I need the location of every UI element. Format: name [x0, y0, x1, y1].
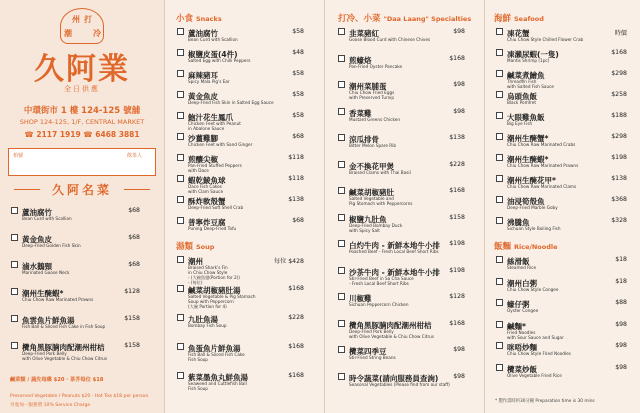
dish-name-cn: 普寧炸豆腐 [188, 218, 226, 227]
dish-name-cn: 蘆油腐竹 [188, 29, 218, 38]
seafood-item[interactable] [507, 217, 627, 238]
dish-price: $168 [449, 187, 465, 194]
specialty-item[interactable] [349, 373, 465, 400]
dish-name-cn: 魚蛋魚片鮮魚湯 [188, 344, 241, 353]
rice-heading [494, 240, 558, 252]
fold-line [484, 0, 485, 413]
logo-char: 冷 [93, 28, 101, 38]
dish-price: $48 [292, 49, 304, 56]
signature-item[interactable] [22, 315, 140, 342]
dish-name-en: Puning Deep-Fried Tofu [188, 226, 237, 231]
dish-price: $198 [449, 266, 465, 274]
logo-char: 打 [84, 14, 92, 24]
dish-name-cn: 潮州生醃蝦* [507, 155, 549, 164]
dish-name-cn: 咪唔炒麵 [507, 343, 537, 352]
order-checkbox[interactable] [338, 161, 345, 168]
specialty-item[interactable] [349, 187, 465, 214]
order-checkbox[interactable] [177, 49, 184, 56]
dish-price: $118 [288, 175, 304, 182]
dish-price: $168 [611, 49, 627, 56]
dish-price: $228 [449, 160, 465, 168]
order-checkbox[interactable] [338, 214, 345, 221]
table-number-label: 枱號 [13, 153, 24, 159]
dish-price: $128 [124, 288, 140, 295]
dish-price: $58 [292, 91, 304, 98]
dish-name-en: Oyster Congee [507, 308, 539, 313]
snack-item[interactable] [188, 133, 304, 154]
dish-price: $68 [128, 234, 140, 241]
order-checkbox[interactable] [496, 133, 503, 140]
dish-name-en: Seasonal Vegetables (Please find from our staff) [349, 381, 450, 387]
specialty-item[interactable] [349, 134, 465, 161]
dish-price: $128 [449, 293, 465, 300]
people-count-label: 飲茶人 [127, 153, 143, 159]
snack-item[interactable] [188, 49, 304, 70]
rice-item[interactable] [507, 342, 627, 364]
dish-name-cn: 椒鹽皮蛋(4件) [188, 50, 238, 59]
dish-name-en: Braised Clams with Thai Basil [349, 169, 411, 175]
dish-name-en: Chiu Chow Style Congee [507, 286, 559, 292]
snack-item[interactable] [188, 217, 304, 238]
dish-name-en: Deep-Fried Bombay Duck with Spicy Salt [349, 222, 403, 233]
dish-name-en: Chicken Feet with Sand Ginger [188, 142, 253, 147]
seafood-item[interactable] [507, 175, 627, 196]
dish-name-en: Salted Egg with Chilli Peppers [188, 58, 251, 63]
dish-price: $58 [292, 28, 304, 35]
order-checkbox[interactable] [496, 217, 503, 224]
dish-price: $58 [292, 70, 304, 77]
dish-name-cn: 涼瓜排骨 [349, 135, 379, 144]
specialty-item[interactable] [349, 81, 465, 108]
dish-price: $58 [292, 112, 304, 119]
dish-price: $168 [449, 319, 465, 327]
order-checkbox[interactable] [11, 342, 18, 349]
dish-name-cn: 潮州白粥 [507, 278, 537, 288]
order-checkbox[interactable] [338, 81, 345, 88]
dish-name-en: Deep-Fried Golden Fish Skin [22, 243, 81, 248]
dish-name-cn: 沸騰魚 [507, 218, 530, 227]
dish-name-en: Stir-Fried String Beans [349, 355, 396, 360]
order-checkbox[interactable] [496, 278, 503, 285]
order-checkbox[interactable] [338, 346, 345, 353]
dish-name-cn: 黃金魚皮 [188, 92, 218, 101]
dish-price: $228 [288, 314, 304, 321]
dish-name-cn: 欖角黑豚腩肉配潮州柑桔 [22, 343, 105, 352]
address-english: SHOP 124-125, 1/F, CENTRAL MARKET [19, 118, 145, 126]
rice-item[interactable] [507, 278, 627, 300]
order-checkbox[interactable] [338, 108, 345, 115]
seafood-item[interactable] [507, 28, 627, 49]
dish-name-en: Fish Ball & Sliced Fish Cake in Fish Soup [22, 324, 106, 329]
order-checkbox[interactable] [338, 28, 345, 35]
signature-item[interactable] [22, 261, 140, 288]
order-checkbox[interactable] [177, 70, 184, 77]
dish-price: $298 [611, 133, 627, 140]
order-checkbox[interactable] [338, 187, 345, 194]
seafood-item[interactable] [507, 49, 627, 70]
dish-name-cn: 白灼牛肉 - 新鮮本地牛小排 [349, 241, 440, 250]
dish-name-en: Black Pomfret [507, 100, 536, 105]
specialty-item[interactable] [349, 267, 465, 294]
brand-slogan: 全日供應 [64, 85, 100, 93]
dish-name-cn: 鮑汁花生鳳爪 [188, 113, 233, 122]
dish-name-cn: 蘆油腐竹 [22, 208, 52, 217]
dish-name-cn: 鹹菜胡椒豬肚 [349, 188, 394, 197]
dish-name-cn: 絲滑飯 [507, 257, 530, 266]
dish-price: $258 [611, 91, 627, 98]
dish-price: $298 [611, 70, 627, 77]
dish-name-en: Fish Ball & Sliced Fish Cake Fish Soup [188, 352, 245, 362]
dish-price: $198 [611, 154, 627, 161]
order-checkbox[interactable] [338, 320, 345, 327]
seafood-item[interactable] [507, 196, 627, 217]
dish-name-en: Dace Fish Cakes with Clam Sauce [188, 184, 224, 194]
snack-item[interactable] [188, 154, 304, 175]
specialty-item[interactable] [349, 108, 465, 135]
dish-name-cn: 蝦乾鯪魚球 [188, 176, 226, 185]
soup-heading [176, 240, 214, 252]
seafood-item[interactable] [507, 91, 627, 112]
signature-title: 久阿名菜 [14, 181, 150, 198]
dish-price: $138 [449, 134, 465, 141]
dish-name-en: Pan-Fried Oyster Pancake [349, 63, 403, 69]
seafood-title-cn: 海鮮 [494, 14, 512, 24]
dish-price: $98 [453, 28, 465, 35]
dish-price: $18 [615, 277, 627, 285]
order-checkbox[interactable] [177, 314, 184, 321]
specialty-item[interactable] [349, 28, 465, 55]
signature-item[interactable] [22, 342, 140, 369]
dish-price: $68 [128, 261, 140, 268]
dish-name-en: Bitter Melon Spare Rib [349, 143, 396, 148]
order-checkbox[interactable] [496, 112, 503, 119]
dish-name-cn: 黃金魚皮 [22, 235, 52, 244]
dish-name-cn: 魚雲魚片鮮魚湯 [22, 316, 75, 325]
dish-name-cn: 香菜雞 [349, 108, 372, 118]
dish-name-en: Threadfin Fish with Salted Fish Sauce [507, 79, 555, 89]
dish-name-en: Bombay Fish Soup [188, 323, 227, 328]
order-checkbox[interactable] [177, 343, 184, 350]
dish-name-cn: 煎蠔烙 [349, 55, 372, 65]
order-checkbox[interactable] [11, 207, 18, 214]
order-checkbox[interactable] [338, 240, 345, 247]
dish-name-en: Olive Vegetable Fried Rice [507, 372, 562, 378]
dish-name-cn: 蠔仔粥 [507, 300, 530, 309]
soup-item[interactable] [188, 314, 304, 343]
fold-line [164, 0, 165, 413]
dish-name-en: Mustard Greens Chicken [349, 116, 401, 122]
dish-name-en: Deep-Fried Pork Belly with Olive Vegetable & Chiu Chow Citrus [349, 328, 435, 339]
signature-item[interactable] [22, 234, 140, 261]
dish-name-cn: 凍瀨尿蝦(一隻) [507, 50, 559, 59]
order-checkbox[interactable] [11, 315, 18, 322]
order-checkbox[interactable] [177, 133, 184, 140]
order-checkbox[interactable] [496, 154, 503, 161]
dish-name-cn: 川椒雞 [349, 294, 372, 303]
soup-title-cn: 湯類 [176, 242, 194, 252]
seafood-item[interactable] [507, 154, 627, 175]
order-checkbox[interactable] [496, 299, 503, 306]
snack-item[interactable] [188, 70, 304, 91]
dish-name-en: Chiu Chow Raw Marinated Prawns [22, 297, 94, 302]
dish-name-cn: 金不換花甲煲 [349, 161, 394, 171]
order-checkbox[interactable] [496, 91, 503, 98]
order-checkbox[interactable] [11, 234, 18, 241]
dish-name-cn: 沙薑雞腳 [188, 134, 218, 143]
dish-price: $168 [449, 54, 465, 62]
order-checkbox[interactable] [338, 267, 345, 274]
dish-name-en: Bean Curd with Scallion [22, 216, 72, 221]
seafood-item[interactable] [507, 133, 627, 154]
dish-price: $88 [615, 299, 627, 306]
rice-item[interactable] [507, 256, 627, 278]
signature-item[interactable] [22, 207, 140, 234]
dish-price: $138 [288, 196, 304, 203]
dish-name-cn: 潮州生醃蝦* [22, 289, 64, 298]
dish-price: $68 [292, 133, 304, 140]
specialty-item[interactable] [349, 55, 465, 82]
rice-title-en: Rice/Noodle [513, 243, 558, 251]
dish-name-en: Big Eye Fish [507, 121, 533, 126]
order-checkbox[interactable] [496, 175, 503, 182]
rice-title-cn: 飯麵 [494, 242, 512, 252]
soup-item[interactable] [188, 343, 304, 372]
rice-item[interactable] [507, 364, 627, 386]
specialty-item[interactable] [349, 346, 465, 373]
seafood-heading [494, 12, 544, 24]
order-checkbox[interactable] [496, 364, 503, 371]
order-checkbox[interactable] [177, 217, 184, 224]
order-checkbox[interactable] [177, 285, 184, 292]
dish-name-en: Goose Blood Curd with Chinese Chives [349, 37, 431, 42]
snack-item[interactable] [188, 28, 304, 49]
specialty-item[interactable] [349, 320, 465, 347]
address-chinese: 中環街市 1 樓 124-125 號舖 [23, 106, 141, 116]
snack-item[interactable] [188, 112, 304, 133]
dish-name-en: Deep-Fried Pork Belly with Olive Vegetable & Chiu Chow Citrus [22, 351, 108, 361]
order-checkbox[interactable] [496, 256, 503, 263]
dish-name-en: Salted Vegetable and Pig Stomach with Peppercorns [349, 196, 413, 206]
dish-price: $98 [615, 363, 627, 371]
specialties-heading [338, 12, 471, 24]
dish-name-cn: 時令蔬菜(請向服務員查詢) [349, 373, 439, 383]
order-checkbox[interactable] [177, 175, 184, 182]
dish-name-en: Bean Curd with Scallion [188, 37, 238, 42]
fold-line [324, 0, 325, 413]
rice-item[interactable] [507, 321, 627, 343]
order-checkbox[interactable] [496, 70, 503, 77]
dish-name-cn: 鹹麵* [507, 321, 526, 331]
preparation-note: * 製作需時約30分鐘 Preparation time is 30 mins [495, 399, 595, 404]
dish-name-cn: 沙茶牛肉 - 新鮮本地牛小排 [349, 267, 440, 277]
dish-name-cn: 油浸筍殼魚 [507, 197, 545, 206]
dish-name-cn: 鹹菜胡椒豬肚湯 [188, 286, 241, 295]
dish-name-cn: 欖菜四季豆 [349, 347, 387, 356]
specialty-item[interactable] [349, 240, 465, 267]
dish-name-cn: 韭菜豬紅 [349, 29, 379, 38]
order-checkbox[interactable] [177, 196, 184, 203]
rice-item[interactable] [507, 299, 627, 321]
dish-price: $368 [611, 196, 627, 203]
logo-char: 潮 [64, 28, 72, 38]
dish-name-cn: 凍花蟹 [507, 29, 530, 38]
order-checkbox[interactable] [177, 372, 184, 379]
dish-price: $168 [288, 343, 304, 350]
snack-item[interactable] [188, 196, 304, 217]
soup-item[interactable] [188, 372, 304, 401]
order-checkbox[interactable] [338, 55, 345, 62]
dish-price: $188 [611, 112, 627, 119]
dish-name-en: Chiu Chow Raw Marinated Prawns [507, 163, 579, 168]
dish-price: $118 [288, 154, 304, 161]
dish-price: $198 [449, 240, 465, 247]
dish-name-en: Chiu Chow Raw Marinated Clams [507, 184, 577, 189]
specialty-item[interactable] [349, 293, 465, 320]
specialties-title-en: "Daa Laang" Specialties [383, 15, 472, 23]
order-checkbox[interactable] [496, 342, 503, 349]
dish-name-en: Chicken Feet with Peanut in Abalone Sauce [188, 121, 241, 131]
soup-item[interactable] [188, 285, 304, 314]
seafood-item[interactable] [507, 70, 627, 91]
dish-name-en: Poached Beef - Fresh Local Beef Short Ribs [349, 249, 439, 254]
dish-name-en: Steamed Rice [507, 265, 537, 270]
dish-name-en: Chiu Chow Fried Eggs with Preserved Turnip [349, 90, 395, 100]
dish-price: $98 [453, 81, 465, 88]
dish-name-en: Chiu Chow Raw Marinated Crabs [507, 142, 576, 147]
dish-price: $158 [124, 315, 140, 322]
dish-name-cn: 烏頭魚飯 [507, 92, 537, 101]
dish-price: $138 [611, 175, 627, 182]
dish-name-cn: 潮州生醃花甲* [507, 176, 556, 185]
dish-name-en: Deep-Fried Soft Shell Crab [188, 205, 244, 210]
dish-price: $158 [124, 342, 140, 349]
dish-price: 時價 [614, 30, 627, 37]
dish-price: $98 [615, 320, 627, 328]
dish-price: $328 [611, 217, 627, 224]
order-checkbox[interactable] [177, 91, 184, 98]
dish-name-en: Stir-Fried Beef in Sa Cha Sauce - Fresh Local Beef Short Ribs [349, 275, 414, 286]
dish-name-cn: 九肚魚湯 [188, 315, 218, 324]
dish-name-en: Deep-Fried Fish Skin in Salted Egg Sauce [188, 100, 274, 105]
dish-name-cn: 欖角黑豚腩肉配潮州柑桔 [349, 320, 432, 330]
soup-title-en: Soup [195, 243, 215, 251]
brand-name: 久阿業 [34, 52, 130, 87]
dish-name-cn: 大眼雞魚飯 [507, 113, 545, 122]
dish-name-en: Pan-Fried Stuffed Peppers with Dace [188, 163, 242, 173]
specialties-title-cn: 打冷、小菜 [338, 14, 381, 24]
phone-numbers: ☎ 2117 1919 ☎ 6468 3881 [24, 130, 140, 139]
dish-name-cn: 麻辣豬耳 [188, 71, 218, 80]
order-checkbox[interactable] [177, 154, 184, 161]
order-checkbox[interactable] [338, 373, 345, 380]
dish-name-cn: 椒鹽九肚魚 [349, 214, 387, 224]
dish-price: $168 [288, 372, 304, 379]
order-checkbox[interactable] [496, 321, 503, 328]
dish-name-cn: 潮州 [188, 257, 203, 266]
snack-item[interactable] [188, 175, 304, 196]
dish-price: $98 [453, 372, 465, 380]
snacks-heading [176, 12, 222, 24]
dish-name-en: Sichuan Style Boiling Fish [507, 226, 561, 231]
seafood-item[interactable] [507, 112, 627, 133]
dish-price: $98 [453, 346, 465, 353]
footer-extras-cn: 鹹菜類 / 蔬先每碟 $20 · 茶芥每位 $18 [10, 377, 104, 383]
snacks-title-cn: 小食 [176, 14, 194, 24]
dish-name-en: Chiu Chow Style Fried Noodles [507, 351, 571, 356]
specialty-item[interactable] [349, 161, 465, 188]
dish-name-en: Sichuan Peppercorn Chicken [349, 302, 409, 307]
dish-price: $18 [615, 256, 627, 263]
order-checkbox[interactable] [338, 293, 345, 300]
dish-name-en: Marinated Goose Neck [22, 270, 70, 275]
dish-name-en: Chiu Chow Style Chilled Flower Crab [507, 37, 584, 42]
logo-char: 州 [72, 14, 80, 24]
snacks-title-en: Snacks [195, 15, 222, 23]
order-checkbox[interactable] [496, 28, 503, 35]
service-charge: 另收加一服務費 10% Service Charge [10, 403, 91, 408]
dish-price: 每位 $428 [273, 258, 304, 265]
dish-name-en: Deep-Fried Marble Goby [507, 205, 558, 210]
dish-name-cn: 鹹菜煮鱠魚 [507, 71, 545, 80]
soup-item[interactable] [188, 256, 304, 285]
dish-name-cn: 欖菜炒飯 [507, 364, 537, 374]
order-checkbox[interactable] [177, 28, 184, 35]
dish-name-en: Salted Vegetable & Pig Stomach Soup with Peppercorn (大碗 Portion for 4) [188, 294, 256, 309]
dish-price: $98 [615, 342, 627, 349]
order-checkbox[interactable] [496, 49, 503, 56]
seafood-title-en: Seafood [513, 15, 544, 23]
dish-name-cn: 潮州生醃蟹* [507, 134, 549, 143]
order-checkbox[interactable] [11, 288, 18, 295]
dish-price: $68 [292, 217, 304, 224]
snack-item[interactable] [188, 91, 304, 112]
dish-name-en: Seaweed and Cuttlefish Ball Fish Soup [188, 381, 247, 391]
dish-name-en: Mantis Shrimp (1pc) [507, 58, 550, 63]
dish-name-en: Braised Shark's Fin in Chiu Chow Style - (大碗魚翅(Portion for 2)) - (每位) [188, 265, 240, 285]
order-checkbox[interactable] [496, 196, 503, 203]
signature-item[interactable] [22, 288, 140, 315]
specialty-item[interactable] [349, 214, 465, 241]
dish-name-cn: 紫菜墨魚丸鮮魚湯 [188, 373, 248, 382]
dish-name-en: Spicy Mala Pig's Ear [188, 79, 230, 84]
order-checkbox[interactable] [338, 134, 345, 141]
dish-name-cn: 滷水鵝頸 [22, 262, 52, 271]
dish-price: $168 [288, 285, 304, 292]
dish-price: $68 [128, 207, 140, 214]
dish-name-cn: 煎釀尖椒 [188, 155, 218, 164]
dish-name-en: Fried Noodles with Sour Sauce and Sugar [507, 329, 564, 340]
order-checkbox[interactable] [11, 261, 18, 268]
order-checkbox[interactable] [177, 112, 184, 119]
dish-price: $98 [453, 107, 465, 115]
dish-price: $158 [449, 213, 465, 221]
dish-name-cn: 潮州菜脯蛋 [349, 82, 387, 91]
order-checkbox[interactable] [177, 256, 184, 263]
footer-extras-en: Preserved Vegetable / Peanuts $20 · Hot Tea $18 per person [10, 394, 149, 399]
dish-name-cn: 酥炸軟殼蟹 [188, 197, 226, 206]
order-form-box[interactable] [8, 148, 156, 176]
